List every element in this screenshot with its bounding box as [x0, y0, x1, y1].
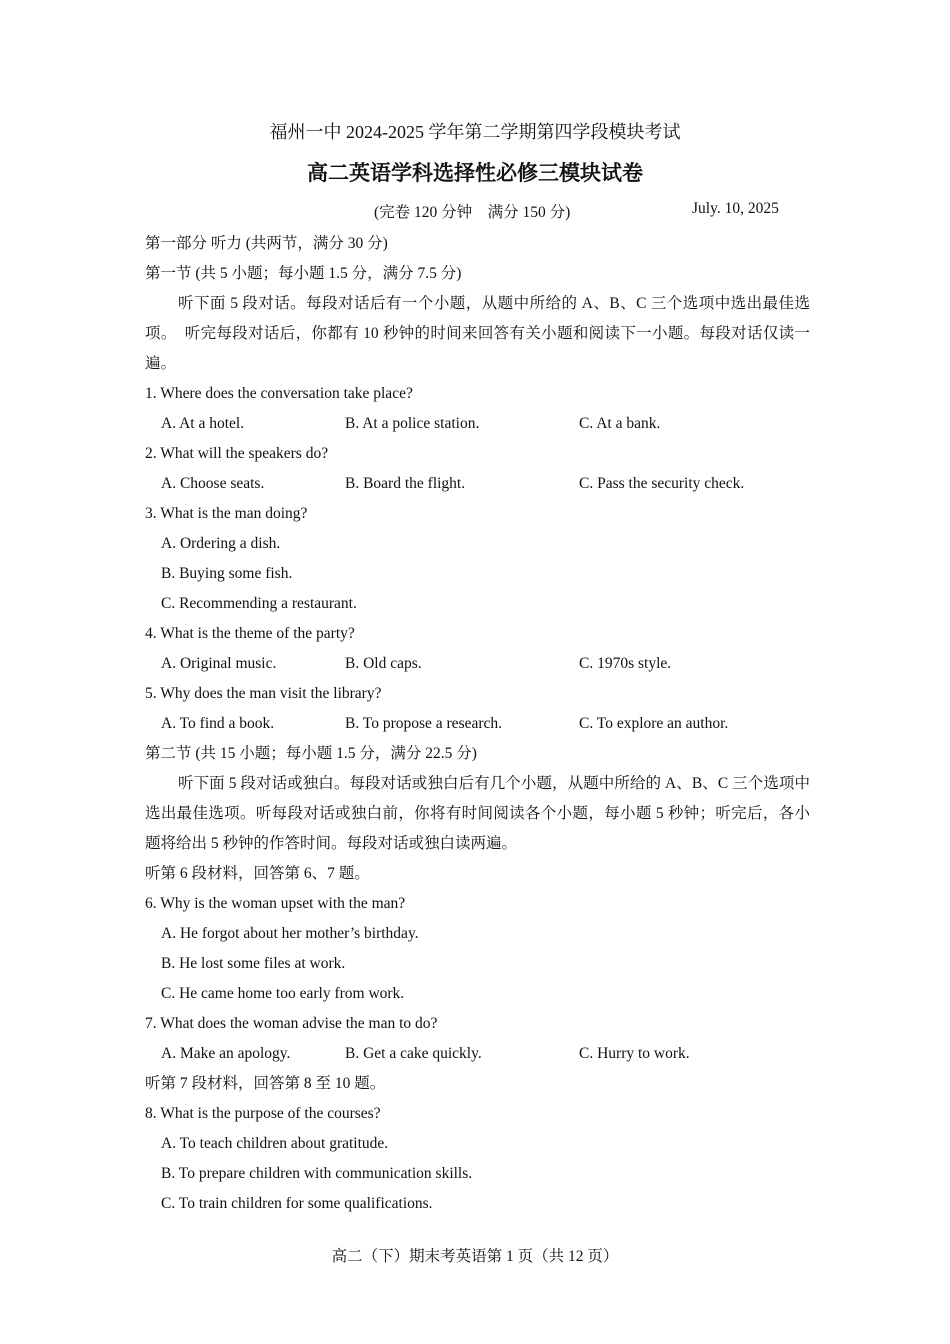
- question-options: [145, 469, 810, 499]
- question-options: [145, 409, 810, 439]
- question-stem: 2. What will the speakers do?: [145, 445, 329, 462]
- question-stem: 6. Why is the woman upset with the man?: [145, 895, 406, 912]
- option-c: C. Hurry to work.: [579, 1045, 690, 1062]
- option-b: B. To propose a research.: [345, 715, 503, 732]
- option-a: A. He forgot about her mother’s birthday.: [161, 925, 419, 942]
- question-options: [145, 709, 810, 739]
- material-7-note: 听第 7 段材料，回答第 8 至 10 题。: [145, 1075, 386, 1092]
- option-c: C. To train children for some qualifications.: [161, 1195, 433, 1212]
- option-a: A. To find a book.: [161, 715, 275, 732]
- option-c: C. He came home too early from work.: [161, 985, 405, 1002]
- section1-instruction: 听下面 5 段对话。每段对话后有一个小题，从题中所给的 A、B、C 三个选项中选出最佳选项。 听完每段对话后，你都有 10 秒钟的时间来回答有关小题和阅读下一小题。每段对话仅读一遍。: [145, 295, 810, 372]
- option-a: A. At a hotel.: [161, 415, 245, 432]
- section1-title: 第一节 (共 5 小题；每小题 1.5 分，满分 7.5 分): [145, 265, 462, 282]
- option-b: B. Buying some fish.: [161, 565, 293, 582]
- option-c: C. At a bank.: [579, 415, 661, 432]
- option-c: C. Recommending a restaurant.: [161, 595, 357, 612]
- part1-title: 第一部分 听力 (共两节，满分 30 分): [145, 235, 388, 252]
- option-b: B. At a police station.: [345, 415, 480, 432]
- question-options: [145, 1039, 810, 1069]
- section2-instruction: 听下面 5 段对话或独白。每段对话或独白后有几个小题，从题中所给的 A、B、C 三个选项中选出最佳选项。听每段对话或独白前，你将有时间阅读各个小题，每小题 5 秒钟；听完后，各小题将给出 5 秒钟的作答时间。每段对话或独白读两遍。: [145, 775, 810, 852]
- option-a: A. Choose seats.: [161, 475, 265, 492]
- question-options: [145, 649, 810, 679]
- option-a: A. Ordering a dish.: [161, 535, 281, 552]
- option-a: A. To teach children about gratitude.: [161, 1135, 389, 1152]
- option-b: B. Board the flight.: [345, 475, 466, 492]
- option-b: B. Old caps.: [345, 655, 422, 672]
- material-6-note: 听第 6 段材料，回答第 6、7 题。: [145, 865, 370, 882]
- option-b: B. He lost some files at work.: [161, 955, 346, 972]
- duration-score: (完卷 120 分钟 满分 150 分): [374, 204, 571, 221]
- exam-content: [145, 229, 810, 1219]
- option-a: A. Original music.: [161, 655, 277, 672]
- option-c: C. To explore an author.: [579, 715, 729, 732]
- page-footer: 高二（下）期末考英语第 1 页（共 12 页）: [331, 1248, 619, 1265]
- question-stem: 4. What is the theme of the party?: [145, 625, 355, 642]
- section2-title: 第二节 (共 15 小题；每小题 1.5 分，满分 22.5 分): [145, 745, 477, 762]
- question-stem: 5. Why does the man visit the library?: [145, 685, 382, 702]
- exam-date: July. 10, 2025: [692, 200, 779, 217]
- option-b: B. Get a cake quickly.: [345, 1045, 482, 1062]
- option-c: C. 1970s style.: [579, 655, 672, 672]
- question-stem: 3. What is the man doing?: [145, 505, 308, 522]
- main-title: 高二英语学科选择性必修三模块试卷: [307, 161, 643, 185]
- option-a: A. Make an apology.: [161, 1045, 291, 1062]
- option-c: C. Pass the security check.: [579, 475, 745, 492]
- exam-title: 福州一中 2024-2025 学年第二学期第四学段模块考试: [269, 122, 681, 142]
- question-stem: 7. What does the woman advise the man to do?: [145, 1015, 438, 1032]
- question-stem: 8. What is the purpose of the courses?: [145, 1105, 381, 1122]
- option-b: B. To prepare children with communication skills.: [161, 1165, 473, 1182]
- question-stem: 1. Where does the conversation take place?: [145, 385, 413, 402]
